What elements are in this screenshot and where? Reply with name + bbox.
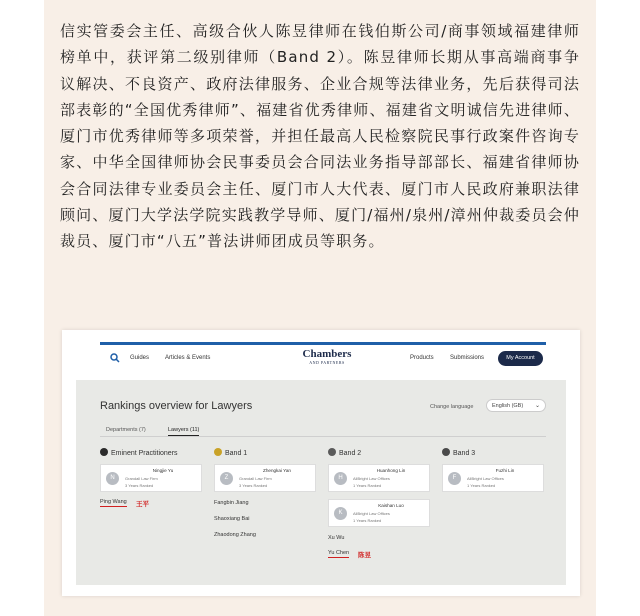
language-label: Change language — [430, 404, 474, 410]
lawyer-name: Fuzhi Lin — [495, 468, 515, 473]
my-account-button[interactable]: My Account — [498, 351, 543, 366]
nav-link-submissions[interactable]: Submissions — [450, 355, 485, 361]
lawyer-firm: AllBright Law Offices — [467, 476, 504, 481]
chevron-down-icon: ⌄ — [534, 403, 540, 409]
search-icon[interactable] — [110, 353, 120, 363]
lawyer-card[interactable] — [328, 464, 430, 492]
lawyer-name: Zhengkai Yan — [263, 468, 291, 473]
band-3-badge-icon — [442, 448, 450, 456]
rankings-title: Rankings overview for Lawyers — [100, 400, 253, 412]
lawyer-card[interactable] — [214, 464, 316, 492]
column-heading: Band 3 — [453, 450, 476, 457]
years-ranked: 3 Years Ranked — [239, 483, 268, 488]
lawyer-link-yu-chen[interactable]: Yu Chen — [328, 550, 350, 556]
nav-link-products[interactable]: Products — [410, 355, 434, 361]
column-band-3 — [442, 448, 475, 457]
language-select[interactable] — [486, 399, 546, 412]
band-2-badge-icon — [328, 448, 336, 456]
lawyer-link-xu-wu[interactable]: Xu Wu — [328, 535, 345, 541]
language-value: English (GB) — [492, 403, 524, 409]
lawyer-firm: Grandall Law Firm — [239, 476, 272, 481]
avatar: Z — [220, 472, 233, 485]
years-ranked: 1 Years Ranked — [353, 518, 382, 523]
lawyer-name: Kaishan Luo — [378, 503, 404, 508]
lawyer-link-zhaodong-zhang[interactable]: Zhaodong Zhang — [214, 532, 256, 538]
chambers-logo[interactable] — [292, 348, 362, 365]
avatar: N — [106, 472, 119, 485]
lawyer-firm: AllBright Law Offices — [353, 476, 390, 481]
avatar: K — [334, 507, 347, 520]
lawyer-card[interactable] — [100, 464, 202, 492]
lawyer-name: Ningjie Yu — [152, 468, 174, 473]
column-band-2 — [328, 448, 361, 457]
chambers-top-nav — [100, 342, 546, 378]
column-heading: Band 1 — [225, 450, 248, 457]
lawyer-link-fangbin-jiang[interactable]: Fangbin Jiang — [214, 500, 249, 506]
rankings-panel — [76, 380, 566, 585]
logo-subtitle: AND PARTNERS — [309, 360, 345, 365]
years-ranked: 1 Years Ranked — [467, 483, 496, 488]
lawyer-link-ping-wang[interactable]: Ping Wang — [100, 499, 127, 505]
lawyer-firm: AllBright Law Offices — [353, 511, 390, 516]
band-1-badge-icon — [214, 448, 222, 456]
chambers-screenshot — [62, 330, 580, 596]
lawyer-name: Huanhong Lin — [376, 468, 406, 473]
tab-lawyers[interactable]: Lawyers (11) — [168, 427, 199, 436]
eminent-badge-icon — [100, 448, 108, 456]
nav-link-guides[interactable]: Guides — [130, 355, 150, 361]
annotation-ping-wang-cn: 王平 — [136, 501, 149, 508]
years-ranked: 1 Years Ranked — [353, 483, 382, 488]
years-ranked: 3 Years Ranked — [125, 483, 154, 488]
lawyer-card[interactable] — [328, 499, 430, 527]
logo-wordmark: Chambers — [302, 348, 352, 360]
avatar: H — [334, 472, 347, 485]
tab-divider — [100, 436, 546, 437]
lawyer-link-shaoxiang-bai[interactable]: Shaoxiang Bai — [214, 516, 250, 522]
tab-departments[interactable]: Departments (7) — [106, 427, 146, 433]
avatar: F — [448, 472, 461, 485]
column-heading: Eminent Practitioners — [111, 450, 178, 457]
lawyer-card[interactable] — [442, 464, 544, 492]
annotation-yu-chen-cn: 陈昱 — [358, 552, 371, 559]
column-eminent-practitioners — [100, 448, 178, 457]
column-heading: Band 2 — [339, 450, 362, 457]
nav-link-articles-events[interactable]: Articles & Events — [165, 355, 211, 361]
article-page — [44, 0, 596, 616]
article-paragraph: 信实管委会主任、高级合伙人陈昱律师在钱伯斯公司/商事领域福建律师榜单中，获评第二级别律师（Band 2）。陈昱律师长期从事高端商事争议解决、不良资产、政府法律服务、企业合规等法律业务，先后获得司法部表彰的“全国优秀律师”、福建省优秀律师、福建省文明诚信先进律师、厦门市优秀律师等多项荣誉，并担任最高人民检察院民事行政案件咨询专家、中华全国律师协会民事委员会合同法业务指导部部长、福建省律师协会合同法律专业委员会主任、厦门市人大代表、厦门市人民政府兼职法律顾问、厦门大学法学院实践教学导师、厦门/福州/泉州/漳州仲裁委员会仲裁员、厦门市“八五”普法讲师团成员等职务。 — [60, 22, 580, 251]
lawyer-firm: Grandall Law Firm — [125, 476, 158, 481]
column-band-1 — [214, 448, 247, 457]
